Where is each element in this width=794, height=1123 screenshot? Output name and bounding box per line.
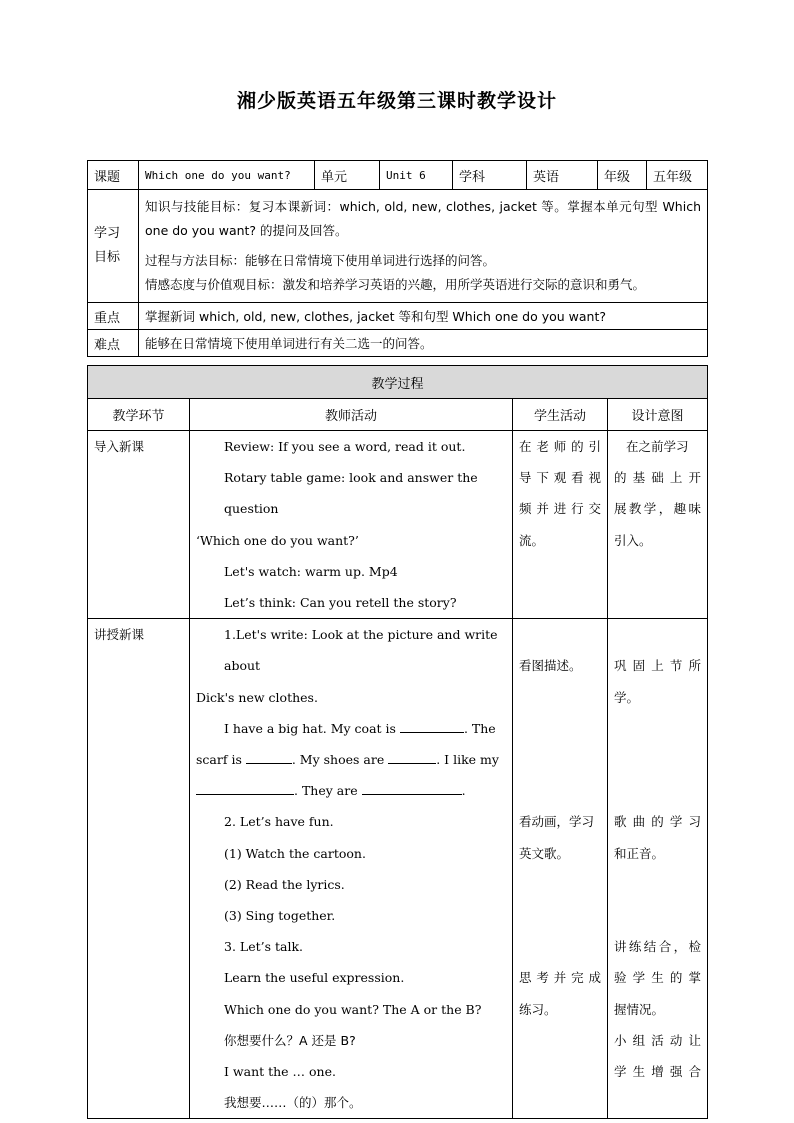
activity-line: 在老师的引: [519, 439, 601, 454]
activity-line: I want the … one.: [224, 1064, 336, 1080]
activity-line: Let’s think: Can you retell the story?: [224, 595, 457, 611]
activity-line: 流。: [519, 532, 545, 548]
activity-line: [614, 869, 701, 900]
goal-line: 情感态度与价值观目标：激发和培养学习英语的兴趣，用所学英语进行交际的意识和勇气。: [145, 277, 646, 292]
activity-line: Which one do you want? The A or the B?: [224, 1001, 482, 1017]
goal-line: one do you want? 的提问及回答。: [145, 223, 348, 238]
activity-line: 3. Let’s talk.: [224, 939, 304, 955]
activity-line: 展教学，趣味: [614, 501, 702, 517]
unit-label: 单元: [315, 161, 380, 190]
difficulty-label: 难点: [88, 330, 139, 357]
document-title: 湘少版英语五年级第三课时教学设计: [236, 90, 557, 112]
activity-line: [519, 900, 601, 931]
activity-line: 握情况。: [614, 1001, 665, 1017]
activity-line: 小组活动让: [614, 1032, 702, 1048]
activity-line: (3) Sing together.: [224, 908, 336, 924]
subject-label: 学科: [453, 161, 527, 190]
activity-line: [614, 775, 701, 806]
activity-line: 引入。: [614, 532, 652, 548]
activity-line: 和正音。: [614, 845, 665, 861]
activity-line: 我想要……（的）那个。: [224, 1095, 362, 1111]
activity-line: [519, 775, 601, 806]
fill-blank: [246, 751, 292, 764]
activity-line: [519, 931, 601, 962]
stage-intro: 导入新课: [88, 431, 190, 619]
text-segment: .: [461, 783, 466, 799]
text-segment: . I like my: [436, 752, 499, 768]
goals-content: [139, 190, 708, 303]
text-segment: I have a big hat. My coat is: [224, 720, 396, 736]
grade-label: 年级: [598, 161, 647, 190]
key-label: 重点: [88, 303, 139, 330]
unit-value: Unit 6: [380, 161, 453, 190]
activity-line: 在之前学习: [626, 439, 689, 454]
activity-line: [614, 619, 701, 650]
teacher-activity-new: [190, 619, 513, 1119]
activity-line: [614, 744, 701, 775]
activity-line: 练习。: [519, 1001, 557, 1017]
teacher-activity-intro: [190, 431, 513, 619]
process-header: 教学过程: [88, 366, 708, 399]
activity-line: 验学生的掌: [614, 970, 702, 986]
activity-line: ‘Which one do you want?’: [196, 532, 359, 548]
fill-blank: [362, 782, 462, 795]
design-intent-intro: [608, 431, 708, 619]
activity-line: [196, 713, 506, 744]
goal-line: 知识与技能目标：复习本课新词：which, old, new, clothes, jacket 等。掌握本单元句型 Which: [145, 199, 701, 214]
activity-line: 你想要什么？A 还是 B?: [224, 1032, 356, 1048]
activity-line: [519, 869, 601, 900]
goals-label: 学习目标: [88, 190, 139, 303]
column-header: 教师活动: [190, 399, 513, 431]
table-row: [88, 431, 708, 619]
activity-line: [196, 775, 506, 806]
lesson-value: Which one do you want?: [139, 161, 315, 190]
fill-blank: [196, 782, 294, 795]
activity-line: 讲练结合，检: [614, 939, 702, 955]
activity-line: [196, 744, 506, 775]
activity-line: Rotary table game: look and answer the question: [224, 470, 478, 517]
activity-line: Review: If you see a word, read it out.: [224, 439, 466, 454]
activity-line: 2. Let’s have fun.: [224, 814, 334, 830]
activity-line: 看图描述。: [519, 658, 582, 674]
text-segment: They are: [301, 783, 358, 799]
student-activity-intro: [513, 431, 608, 619]
activity-line: (2) Read the lyrics.: [224, 876, 345, 892]
text-segment: . The: [463, 720, 496, 736]
text-segment: . My shoes are: [291, 752, 385, 768]
lesson-info-table: [87, 160, 708, 357]
activity-line: 巩固上节所: [614, 658, 702, 674]
activity-line: [519, 682, 601, 713]
goal-line: 过程与方法目标：能够在日常情境下使用单词进行选择的问答。: [145, 253, 496, 268]
activity-line: [519, 713, 601, 744]
teaching-process-table: [87, 365, 708, 1119]
activity-line: Let's watch: warm up. Mp4: [224, 563, 398, 579]
activity-line: [519, 744, 601, 775]
subject-value: 英语: [527, 161, 598, 190]
activity-line: [614, 900, 701, 931]
activity-line: [519, 619, 601, 650]
activity-line: Dick's new clothes.: [196, 689, 318, 705]
activity-line: 看动画，学习: [519, 814, 595, 830]
column-header: 学生活动: [513, 399, 608, 431]
fill-blank: [388, 751, 436, 764]
activity-line: [614, 713, 701, 744]
activity-line: 思考并完成: [519, 970, 601, 986]
student-activity-new: [513, 619, 608, 1119]
activity-line: 学。: [614, 689, 640, 705]
column-header: 教学环节: [88, 399, 190, 431]
activity-line: 学生增强合: [614, 1064, 702, 1080]
activity-line: 频并进行交: [519, 501, 601, 517]
grade-value: 五年级: [647, 161, 708, 190]
table-row: [88, 619, 708, 1119]
activity-line: 1.Let's write: Look at the picture and write about: [224, 627, 498, 674]
fill-blank: [400, 720, 464, 733]
activity-line: 导下观看视: [519, 470, 601, 486]
stage-new: 讲授新课: [88, 619, 190, 1119]
text-segment: .: [294, 783, 298, 799]
activity-line: (1) Watch the cartoon.: [224, 845, 366, 861]
activity-line: 歌曲的学习: [614, 814, 702, 830]
lesson-label: 课题: [88, 161, 139, 190]
column-header: 设计意图: [608, 399, 708, 431]
activity-line: 英文歌。: [519, 845, 570, 861]
text-segment: scarf is: [196, 752, 242, 768]
difficulty-value: 能够在日常情境下使用单词进行有关二选一的问答。: [139, 330, 708, 357]
activity-line: 的基础上开: [614, 470, 702, 486]
key-value: 掌握新词 which, old, new, clothes, jacket 等和句型 Which one do you want?: [139, 303, 708, 330]
design-intent-new: [608, 619, 708, 1119]
activity-line: Learn the useful expression.: [224, 970, 405, 986]
